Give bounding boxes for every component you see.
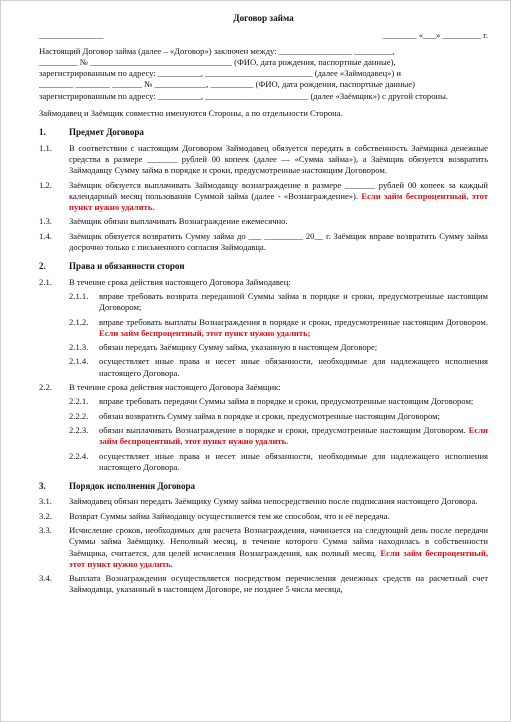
subclause-number: 2.2.4.	[69, 450, 89, 461]
parties-paragraph: Займодавец и Заёмщик совместно именуются Стороны, а по отдельности Сторона.	[39, 108, 343, 119]
subclause-text: вправе требовать возврата переданной Суммы займа в порядке и сроки, предусмотренные настоящим Договором;	[99, 290, 488, 313]
intro-line: зарегистрированным по адресу: __________, _________________________ (далее «Займодавец») и	[39, 68, 401, 79]
delete-note: Если займ беспроцентный, этот пункт нужно удалить;	[99, 327, 311, 338]
subclause	[69, 411, 488, 422]
clause-number: 3.1.	[39, 496, 52, 507]
subclause-number: 2.1.1.	[69, 290, 89, 301]
subclause	[69, 342, 488, 353]
clause-number: 1.2.	[39, 179, 52, 190]
subclause-text: осуществляет иные права и несет иные обязанности, необходимые для надлежащего исполнения настоящего Договора.	[99, 356, 488, 378]
section-heading	[39, 127, 488, 138]
clause	[39, 231, 488, 254]
delete-note: Если займ беспроцентный, этот пункт нужно удалить.	[99, 424, 488, 447]
subclause-text: вправе требовать передачи Суммы займа в порядке и сроки, предусмотренные настоящим Договором;	[99, 396, 474, 407]
subclause-number: 2.1.3.	[69, 342, 89, 353]
place-blank: _______________	[39, 30, 104, 41]
clause	[39, 216, 488, 227]
clause-text: В течение срока действия настоящего Договора Заёмщик:	[69, 382, 281, 393]
date-blank: ________ «___» _________ г.	[382, 30, 488, 41]
clause	[39, 180, 488, 214]
clause-number: 3.3.	[39, 524, 52, 535]
document-title: Договор займа	[233, 13, 294, 23]
subclause-number: 2.2.3.	[69, 424, 89, 435]
intro-line: ________ ________ _______ № ____________, __________ (ФИО, дата рождения, паспортные данные)	[39, 79, 415, 90]
clause	[39, 525, 488, 570]
clause-number: 2.1.	[39, 276, 52, 287]
clause-number: 3.4.	[39, 573, 52, 584]
clause-text: Займодавец обязан передать Заёмщику Сумму займа непосредственно после подписания настоящего Договора.	[69, 496, 478, 507]
subclause-text: осуществляет иные права и несет иные обязанности, необходимые для надлежащего исполнения настоящего Договора.	[99, 450, 488, 472]
clause-number: 1.1.	[39, 142, 52, 153]
clause-text: Возврат Суммы займа Займодавцу осуществляется тем же способом, что и её передача.	[69, 510, 390, 521]
intro-block	[39, 46, 488, 102]
subclause	[69, 396, 488, 407]
subclause-text: вправе требовать выплаты Вознаграждения в порядке и сроки, предусмотренные настоящим Договором.	[99, 316, 488, 327]
intro-line: Настоящий Договор займа (далее – «Договор») заключен между: _________________ _________,	[39, 45, 395, 56]
subclause-number: 2.1.4.	[69, 356, 89, 367]
clause	[39, 143, 488, 177]
subclause	[69, 291, 488, 314]
intro-line: _________ № _________________________________ (ФИО, дата рождения, паспортные данные),	[39, 56, 396, 67]
section-heading	[39, 481, 488, 492]
clause	[39, 573, 488, 596]
subclause	[69, 317, 488, 340]
clause-number: 1.4.	[39, 230, 52, 241]
clause-text: В соответствии с настоящим Договором Займодавец обязуется передать в собственность Заёмщика денежные средства в размере _______ рублей 00 копеек (далее — «Сумма займа»), а Заёмщик обязуется возвратить Займодавцу Сумму займа в порядке и сроки, предусмотренные настоящим Договором.	[69, 142, 488, 176]
delete-note: Если займ беспроцентный, этот пункт нужно удалить.	[69, 190, 488, 213]
clause-number: 1.3.	[39, 216, 52, 227]
section-title: Порядок исполнения Договора	[69, 481, 195, 492]
clause-text: В течение срока действия настоящего Договора Займодавец:	[69, 276, 291, 287]
section-number: 1.	[39, 127, 46, 138]
section-title: Предмет Договора	[69, 127, 144, 138]
subclause	[69, 356, 488, 379]
section-number: 3.	[39, 481, 46, 492]
subclause-text: обязан выплачивать Вознаграждение в порядке и сроки, предусмотренные настоящим Договором.	[99, 424, 466, 435]
clause-number: 3.2.	[39, 510, 52, 521]
section-number: 2.	[39, 261, 46, 272]
clause	[39, 277, 488, 288]
subclause-number: 2.2.1.	[69, 396, 89, 407]
clause-text: Исчисление сроков, необходимых для расчета Вознаграждения, начинается на следующий день после передачи Суммы займа Заёмщику. Неполный месяц, в течение которого Сумма займа находилась в собственности Заёмщика, считается, для целей исчисления Вознаграждения, как полный месяц.	[69, 524, 488, 558]
clause-text: Заёмщик обязан выплачивать Вознаграждение ежемесячно.	[69, 216, 288, 227]
subclause-number: 2.1.2.	[69, 316, 89, 327]
clause	[39, 382, 488, 393]
subclause-text: обязан передать Заёмщику Сумму займа, указанную в настоящем Договоре;	[99, 342, 378, 353]
clause-text: Заёмщик обязуется выплачивать Займодавцу вознаграждение в размере _______ рублей 00 копеек за каждый календарный месяц пользования Суммой займа (далее - «Вознаграждение»).	[69, 179, 488, 201]
subclause	[69, 425, 488, 448]
section-heading	[39, 261, 488, 272]
section-title: Права и обязанности сторон	[69, 261, 185, 272]
clause-text: Выплата Вознаграждения осуществляется посредством перечисления денежных средств на расчетный счет Займодавца, указанный в настоящем Договоре, не позднее 5 числа месяца,	[69, 573, 488, 595]
intro-line: зарегистрированным по адресу: __________, ________________________ (далее «Заёмщик») с другой стороны.	[39, 90, 449, 101]
delete-note: Если займ беспроцентный, этот пункт нужно удалить.	[69, 547, 488, 569]
clause	[39, 496, 488, 507]
clause-number: 2.2.	[39, 382, 52, 393]
subclause	[69, 451, 488, 474]
subclause-number: 2.2.2.	[69, 410, 89, 421]
subclause-text: обязан возвратить Сумму займа в порядке и сроки, предусмотренные настоящим Договором;	[99, 410, 440, 421]
clause-text: Заёмщик обязуется возвратить Сумму займа до ___ _________ 20__ г. Заёмщик вправе возвратить Сумму займа досрочно только с письменного согласия Займодавца.	[69, 230, 488, 253]
clause	[39, 511, 488, 522]
place-date-row	[39, 30, 488, 41]
